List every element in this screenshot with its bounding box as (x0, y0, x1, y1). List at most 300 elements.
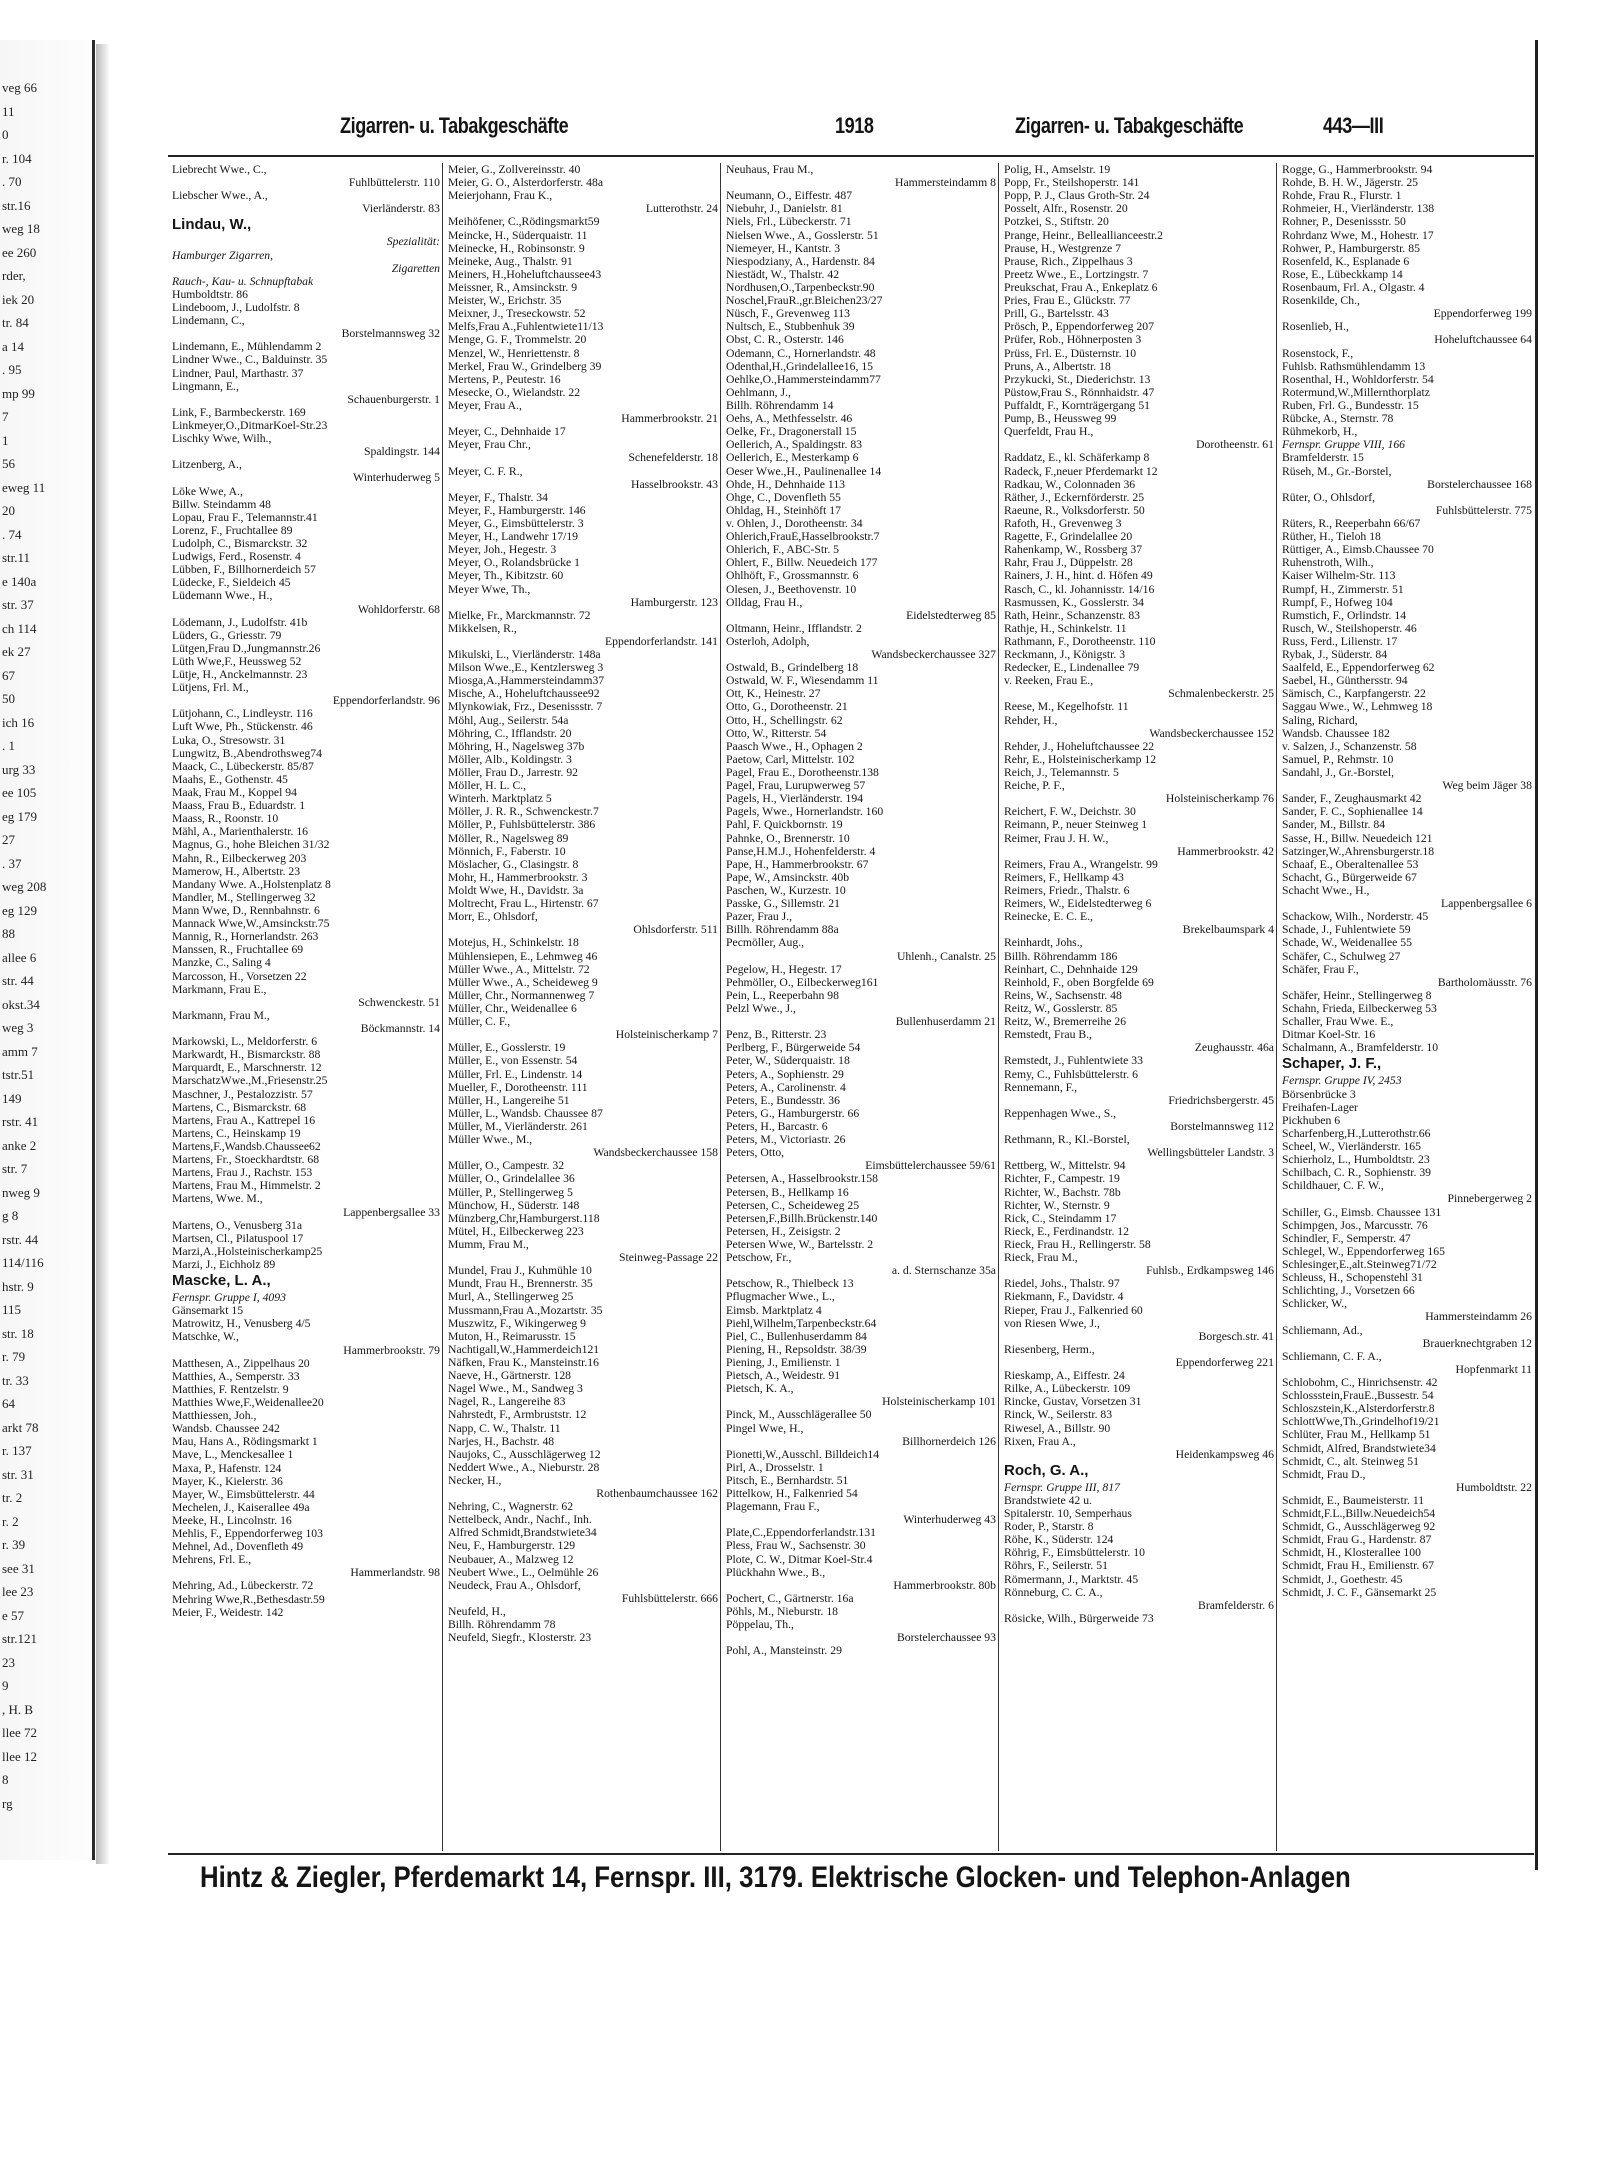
listing-entry: Paasch Wwe., H., Ophagen 2 (726, 739, 863, 753)
listing-entry: Nultsch, E., Stubbenhuk 39 (726, 320, 855, 334)
listing-entry: Billh. Röhrendamm 14 (726, 398, 834, 412)
listing-entry: Posselt, Alfr., Rosenstr. 20 (1004, 202, 1128, 216)
listing-entry: Borstelerchaussee 93 (897, 1631, 996, 1645)
listing-entry: Schmidt, J. C. F., Gänsemarkt 25 (1282, 1585, 1437, 1599)
listing-entry: Manssen, R., Fruchtallee 69 (172, 943, 304, 957)
listing-entry: Oehs, A., Methfesselstr. 46 (726, 412, 853, 426)
listing-entry: Pape, W., Amsinckstr. 40b (726, 870, 850, 884)
listing-entry: Peters, G., Hamburgerstr. 66 (726, 1106, 860, 1120)
listing-entry: Perlberg, F., Bürgerweide 54 (726, 1041, 861, 1055)
listing-entry: Müller, M., Vierländerstr. 261 (448, 1119, 588, 1133)
listing-entry: Rosenbaum, Frl. A., Olgastr. 4 (1282, 280, 1425, 294)
facing-page-fragment: 23 (2, 1654, 15, 1670)
listing-entry: Rafoth, H., Grevenweg 3 (1004, 516, 1122, 530)
listing-entry: Pionetti,W.,Ausschl. Billdeich14 (726, 1447, 880, 1461)
facing-page-fragment: str. 44 (2, 973, 34, 988)
listing-entry: Nagel, R., Langereihe 83 (448, 1395, 566, 1409)
listing-entry: Bullenhuserdamm 21 (895, 1015, 996, 1029)
facing-page-fragment: 20 (2, 503, 15, 518)
listing-entry: Nahrstedt, F., Armbruststr. 12 (448, 1408, 587, 1422)
listing-entry: Schacht Wwe., H., (1282, 884, 1370, 898)
listing-entry: Querfeldt, Frau H., (1004, 425, 1094, 439)
listing-entry: a. d. Sternschanze 35a (891, 1264, 996, 1278)
listing-entry: Lütjohann, C., Lindleystr. 116 (172, 707, 313, 721)
listing-entry: Pegelow, H., Hegestr. 17 (726, 962, 842, 976)
listing-entry: Neuhaus, Frau M., (726, 163, 814, 176)
directory-page (140, 75, 1580, 1894)
listing-entry: Schmidt, Alfred, Brandstwiete34 (1282, 1441, 1436, 1455)
listing-entry: Sämisch, C., Karpfangerstr. 22 (1282, 687, 1426, 701)
listing-entry: Lüdecke, F., Sieldeich 45 (172, 576, 291, 590)
listing-entry: Pape, H., Hammerbrookstr. 67 (726, 857, 869, 871)
listing-entry: Milson Wwe.,E., Kentzlersweg 3 (448, 661, 604, 675)
listing-entry: Wohldorferstr. 68 (357, 602, 440, 616)
listing-entry: Riekmann, F., Davidstr. 4 (1004, 1290, 1124, 1304)
listing-entry: Reinhart, C., Dehnhaide 129 (1004, 962, 1138, 976)
listing-entry: Muton, H., Reimarusstr. 15 (448, 1329, 576, 1343)
listing-entry: Müller, O., Campestr. 32 (448, 1159, 565, 1173)
listing-entry: Meyer, O., Rolandsbrücke 1 (448, 556, 580, 570)
listing-entry: Oltmann, Heinr., Ifflandstr. 2 (726, 621, 862, 635)
listing-entry: Mueller, F., Dorotheenstr. 111 (448, 1080, 588, 1094)
listing-entry: Reitz, W., Bremerreihe 26 (1004, 1015, 1127, 1029)
listing-entry: Lischky Wwe, Wilh., (172, 432, 272, 446)
listing-entry: Marzi,A.,Holsteinischerkamp25 (172, 1244, 323, 1258)
listing-entry: Pless, Frau W., Sachsenstr. 30 (726, 1539, 866, 1553)
listing-entry: Oellerich, E., Mesterkamp 6 (726, 451, 859, 465)
listing-entry: Billw. Steindamm 48 (172, 497, 271, 511)
listing-entry: Narjes, H., Bachstr. 48 (448, 1434, 555, 1448)
listing-entry: Neu, F., Hamburgerstr. 129 (448, 1539, 576, 1553)
listing-entry: Hammerbrookstr. 42 (1177, 844, 1274, 858)
listing-entry: Rincke, Gustav, Vorsetzen 31 (1004, 1395, 1142, 1409)
listing-entry: Rühmekorb, H., (1282, 425, 1358, 439)
listing-entry: Billh. Röhrendamm 88a (726, 923, 839, 937)
listing-entry: Preetz Wwe., E., Lortzingstr. 7 (1004, 267, 1149, 281)
page-gutter (96, 44, 110, 1864)
listing-entry: Rauch-, Kau- u. Schnupftabak (172, 274, 314, 288)
listing-entry: Reinhardt, Johs., (1004, 936, 1083, 950)
column-5 (1282, 163, 1532, 1599)
listing-entry: Prill, G., Bartelsstr. 43 (1004, 307, 1109, 321)
listing-entry: Pein, L., Reeperbahn 98 (726, 988, 839, 1002)
listing-entry: Rieck, Frau M., (1004, 1251, 1078, 1265)
facing-page-fragment: 149 (2, 1090, 22, 1106)
listing-entry: Pietsch, K. A., (726, 1382, 794, 1396)
facing-page-fragment: str. 7 (2, 1161, 28, 1176)
listing-entry: Prüfer, Rob., Höhnerposten 3 (1004, 333, 1142, 347)
listing-entry: Rüters, R., Reeperbahn 66/67 (1282, 516, 1421, 530)
listing-entry: Möhring, H., Nagelsweg 37b (448, 739, 585, 753)
listing-entry: Remy, C., Fuhlsbüttelerstr. 6 (1004, 1067, 1138, 1081)
listing-entry: Schackow, Wilh., Norderstr. 45 (1282, 910, 1429, 924)
facing-page-fragment: 9 (2, 1678, 9, 1693)
listing-entry: Matthiessen, Joh., (172, 1409, 257, 1423)
listing-entry: Otto, G., Dorotheenstr. 21 (726, 700, 848, 714)
listing-entry: Moltrecht, Frau L., Hirtenstr. 67 (448, 897, 599, 911)
listing-entry: Przykucki, St., Diederichstr. 13 (1004, 372, 1151, 386)
listing-entry: Mikulski, L., Vierländerstr. 148a (448, 648, 601, 662)
listing-entry: Naeve, H., Gärtnerstr. 128 (448, 1369, 572, 1383)
listing-entry: Schmidt, E., Baumeisterstr. 11 (1282, 1493, 1425, 1507)
listing-entry: Mau, Hans A., Rödingsmarkt 1 (172, 1435, 318, 1449)
listing-entry: Mähl, A., Marienthalerstr. 16 (172, 825, 309, 839)
listing-entry: Sasse, H., Billw. Neuedeich 121 (1282, 831, 1433, 845)
listing-entry: Börsenbrücke 3 (1282, 1087, 1356, 1101)
listing-entry: Matthesen, A., Zippelhaus 20 (172, 1356, 310, 1370)
listing-entry: Manzke, C., Saling 4 (172, 956, 271, 970)
listing-entry: Panse,H.M.J., Hohenfelderstr. 4 (726, 844, 876, 858)
listing-entry: Müller, P., Stellingerweg 5 (448, 1185, 573, 1199)
listing-entry: Rasch, C., kl. Johannisstr. 14/16 (1004, 582, 1155, 596)
listing-entry: Bramfelderstr. 15 (1282, 451, 1364, 465)
listing-entry: Mamerow, H., Albertstr. 23 (172, 864, 301, 878)
listing-entry: Pagel, Frau, Lurupwerweg 57 (726, 779, 866, 793)
listing-entry: Mayer, W., Eimsbüttelerstr. 44 (172, 1487, 315, 1501)
listing-entry: Eidelstedterweg 85 (906, 608, 996, 622)
listing-entry: Neumann, O., Eiffestr. 487 (726, 189, 853, 203)
listing-entry: Maass, Frau B., Eduardstr. 1 (172, 799, 306, 813)
listing-entry: Rosenlieb, H., (1282, 320, 1349, 334)
facing-page-fragment: llee 72 (2, 1725, 38, 1740)
listing-entry: Müller Wwe., A., Mittelstr. 72 (448, 962, 590, 976)
listing-entry: Rüther, H., Tieloh 18 (1282, 530, 1381, 544)
listing-entry: Röhrig, F., Eimsbüttelerstr. 10 (1004, 1546, 1145, 1560)
listing-entry: Schildhauer, C. F. W., (1282, 1179, 1384, 1193)
listing-entry: Lutterothstr. 24 (645, 202, 718, 216)
listing-entry: Wandsbeckerchaussee 327 (871, 648, 996, 662)
listing-entry: Rick, C., Steindamm 17 (1004, 1211, 1117, 1225)
listing-entry: Matschke, W., (172, 1330, 239, 1344)
listing-entry: Pazer, Frau J., (726, 910, 793, 924)
listing-entry: Meyer, G., Eimsbüttelerstr. 3 (448, 516, 584, 530)
listing-entry: Sandahl, J., Gr.-Borstel, (1282, 766, 1394, 780)
listing-entry: Reinecke, E. C. E., (1004, 910, 1093, 924)
listing-entry: Fernspr. Gruppe IV, 2453 (1282, 1074, 1402, 1088)
listing-entry: Röhrs, F., Seilerstr. 51 (1004, 1559, 1108, 1573)
listing-entry: Martens,F.,Wandsb.Chaussee62 (172, 1139, 321, 1153)
listing-entry: Meyer, Frau Chr., (448, 438, 531, 452)
listing-entry: Schlicker, W., (1282, 1297, 1348, 1311)
facing-page-fragment: urg 33 (2, 761, 36, 777)
facing-page-fragment: veg 66 (2, 80, 38, 95)
listing-entry: Billhornerdeich 126 (902, 1434, 996, 1448)
facing-page-fragment: rstr. 44 (2, 1231, 39, 1247)
listing-entry: Friedrichsbergerstr. 45 (1168, 1093, 1274, 1107)
listing-entry: Müller, O., Grindelallee 36 (448, 1172, 575, 1186)
listing-entry: Matthies Wwe,F.,Weidenallee20 (172, 1395, 324, 1409)
listing-entry: Mühlensiepen, E., Lehmweg 46 (448, 949, 598, 963)
listing-entry: Hasselbrookstr. 43 (631, 477, 718, 491)
listing-entry: Riedel, Johs., Thalstr. 97 (1004, 1277, 1120, 1291)
listing-entry: Peters, E., Bundesstr. 36 (726, 1093, 840, 1107)
listing-entry: Schlossstein,FrauE.,Bussestr. 54 (1282, 1389, 1434, 1403)
listing-entry: Meeke, H., Lincolnstr. 16 (172, 1513, 292, 1527)
listing-entry: Mascke, L. A., (172, 1272, 271, 1290)
facing-page-fragment: eweg 11 (2, 479, 46, 495)
listing-entry: Fuhlsbüttelerstr. 775 (1435, 503, 1532, 517)
listing-entry: Röhe, K., Süderstr. 124 (1004, 1533, 1114, 1547)
listing-entry: Rehr, E., Holsteinischerkamp 12 (1004, 752, 1157, 766)
column-divider (998, 163, 999, 1851)
listing-entry: Weg beim Jäger 38 (1442, 779, 1532, 793)
listing-entry: Maxa, P., Hafenstr. 124 (172, 1461, 282, 1475)
listing-entry: Roch, G. A., (1004, 1461, 1089, 1479)
listing-entry: Oeser Wwe.,H., Paulinenallee 14 (726, 464, 882, 478)
listing-entry: Rosenkilde, Ch., (1282, 294, 1360, 308)
listing-entry: Matrowitz, H., Venusberg 4/5 (172, 1317, 311, 1331)
listing-entry: Plagemann, Frau F., (726, 1500, 820, 1514)
listing-entry: Rohde, Frau R., Flurstr. 1 (1282, 189, 1402, 203)
column-divider (1276, 163, 1277, 1851)
listing-entry: Petschow, Fr., (726, 1251, 792, 1265)
listing-entry: Marcosson, H., Vorsetzen 22 (172, 969, 307, 983)
listing-entry: Pittelkow, H., Falkenried 54 (726, 1487, 858, 1501)
listing-entry: Winterhuderweg 5 (353, 471, 440, 485)
facing-page-fragment: str. 37 (2, 597, 34, 612)
listing-entry: Eppendorferlandstr. 96 (332, 694, 440, 708)
facing-page-fragment: a 14 (2, 338, 25, 354)
listing-entry: Oehlke,O.,Hammersteindamm77 (726, 372, 881, 386)
listing-entry: Rönneburg, C. C. A., (1004, 1585, 1103, 1599)
listing-entry: von Riesen Wwe, J., (1004, 1316, 1100, 1330)
header-right-title: Zigarren- u. Tabakgeschäfte (1015, 113, 1244, 138)
listing-entry: Maahs, E., Gothenstr. 45 (172, 772, 288, 786)
listing-entry: Markwardt, H., Bismarckstr. 88 (172, 1048, 321, 1062)
listing-entry: Riesenberg, Herm., (1004, 1342, 1095, 1356)
listing-entry: Morr, E., Ohlsdorf, (448, 910, 538, 924)
listing-entry: Mahn, R., Eilbeckerweg 203 (172, 851, 307, 865)
facing-page-fragment: e 140a (2, 573, 37, 589)
listing-entry: Schliemann, Ad., (1282, 1323, 1363, 1337)
listing-entry: Sander, M., Billstr. 84 (1282, 818, 1386, 832)
listing-entry: Nordhusen,O.,Tarpenbeckstr.90 (726, 280, 875, 294)
listing-entry: Schliemann, C. F. A., (1282, 1349, 1382, 1363)
listing-entry: Lindner, Paul, Marthastr. 37 (172, 366, 304, 380)
listing-entry: Peter, W., Süderquaistr. 18 (726, 1054, 850, 1068)
listing-entry: Niespodziany, A., Hardenstr. 84 (726, 254, 875, 268)
listing-entry: Martens, Frau J., Rachstr. 153 (172, 1166, 313, 1180)
listing-entry: Prause, H., Westgrenze 7 (1004, 241, 1121, 255)
listing-entry: Reimers, Frau A., Wrangelstr. 99 (1004, 857, 1158, 871)
listing-columns (168, 163, 1534, 1853)
listing-entry: Lübben, F., Billhornerdeich 57 (172, 563, 316, 577)
listing-entry: Rybak, J., Süderstr. 84 (1282, 648, 1388, 662)
listing-entry: Mehring Wwe,R.,Bethesdastr.59 (172, 1592, 325, 1606)
listing-entry: Radeck, F.,neuer Pferdemarkt 12 (1004, 464, 1158, 478)
listing-entry: Pinnebergerweg 2 (1447, 1192, 1532, 1206)
listing-entry: Schierholz, L., Humboldtstr. 23 (1282, 1153, 1430, 1167)
listing-entry: Napp, C. W., Thalstr. 11 (448, 1421, 561, 1435)
listing-entry: Römermann, J., Marktstr. 45 (1004, 1572, 1139, 1586)
listing-entry: Reimer, Frau J. H. W., (1004, 831, 1109, 845)
listing-entry: Ott, K., Heinestr. 27 (726, 687, 821, 701)
listing-entry: Neufeld, Siegfr., Klosterstr. 23 (448, 1631, 592, 1645)
listing-entry: Fernspr. Gruppe I, 4093 (172, 1291, 286, 1305)
listing-entry: Mave, L., Menckesallee 1 (172, 1448, 294, 1462)
listing-entry: Mandler, M., Stellingerweg 32 (172, 890, 316, 904)
listing-entry: Neubauer, A., Malzweg 12 (448, 1552, 574, 1566)
listing-entry: Schleuss, H., Schopenstehl 31 (1282, 1271, 1423, 1285)
facing-page-fragment: 11 (2, 103, 15, 119)
listing-entry: Lopau, Frau F., Telemannstr.41 (172, 510, 318, 524)
column-1 (172, 163, 440, 1619)
listing-entry: Mundel, Frau J., Kuhmühle 10 (448, 1264, 592, 1278)
facing-page-fragment: 0 (2, 127, 9, 142)
listing-entry: Mikkelsen, R., (448, 621, 517, 635)
listing-entry: Reimers, W., Eidelstedterweg 6 (1004, 897, 1152, 911)
listing-entry: Pietsch, A., Weidestr. 91 (726, 1369, 841, 1383)
header-left-title: Zigarren- u. Tabakgeschäfte (340, 113, 569, 138)
listing-entry: Pahnke, O., Brennerstr. 10 (726, 831, 850, 845)
facing-page-fragment: . 74 (2, 526, 22, 542)
listing-entry: Lüders, G., Griesstr. 79 (172, 628, 282, 642)
listing-entry: Meyer, F., Thalstr. 34 (448, 490, 548, 504)
listing-entry: Müller, E., Gosslerstr. 19 (448, 1041, 566, 1055)
listing-entry: Scharfenberg,H.,Lutterothstr.66 (1282, 1126, 1431, 1140)
facing-page-fragment: 1 (2, 432, 9, 448)
listing-entry: Borstelmannsweg 112 (1170, 1119, 1274, 1133)
listing-entry: Preukschat, Frau A., Enkeplatz 6 (1004, 280, 1158, 294)
listing-entry: Schindler, F., Semperstr. 47 (1282, 1231, 1411, 1245)
listing-entry: Rinck, W., Seilerstr. 83 (1004, 1408, 1113, 1422)
facing-page-fragment: arkt 78 (2, 1419, 39, 1435)
listing-entry: Meyer, F., Hamburgerstr. 146 (448, 503, 586, 517)
listing-entry: Olldag, Frau H., (726, 595, 803, 609)
listing-entry: Nehring, C., Wagnerstr. 62 (448, 1500, 574, 1514)
listing-entry: Obst, C. R., Osterstr. 146 (726, 333, 844, 347)
listing-entry: Böckmannstr. 14 (360, 1022, 440, 1035)
listing-entry: Nettelbeck, Andr., Nachf., Inh. (448, 1513, 592, 1527)
listing-entry: Rieck, Frau H., Rellingerstr. 58 (1004, 1237, 1151, 1251)
facing-page-fragment: llee 12 (2, 1748, 38, 1764)
listing-entry: Rumpf, H., Zimmerstr. 51 (1282, 582, 1404, 596)
listing-entry: v. Salzen, J., Schanzenstr. 58 (1282, 739, 1417, 753)
listing-entry: Pelzl Wwe., J., (726, 1002, 796, 1015)
listing-entry: Müller, E., von Essenstr. 54 (448, 1054, 578, 1068)
facing-page-fragment: . 95 (2, 362, 22, 377)
listing-entry: Maass, R., Roonstr. 10 (172, 812, 279, 826)
listing-entry: Remstedt, Frau B., (1004, 1028, 1092, 1042)
listing-entry: Reinhold, F., oben Borgfelde 69 (1004, 975, 1154, 989)
listing-entry: Osterloh, Adolph, (726, 634, 810, 648)
listing-entry: Lindner Wwe., C., Balduinstr. 35 (172, 353, 328, 367)
listing-entry: Mehlis, F., Eppendorferweg 103 (172, 1527, 323, 1541)
listing-entry: Rilke, A., Lübeckerstr. 109 (1004, 1382, 1131, 1396)
listing-entry: Möller, J. R. R., Schwenckestr.7 (448, 805, 599, 819)
listing-entry: Nagel Wwe., M., Sandweg 3 (448, 1382, 583, 1396)
facing-page-fragment: 7 (2, 409, 9, 424)
listing-entry: Otto, W., Ritterstr. 54 (726, 726, 827, 740)
listing-entry: Scheel, W., Vierländerstr. 165 (1282, 1139, 1421, 1153)
advertisement-footer: Hintz & Ziegler, Pferdemarkt 14, Fernspr. III, 3179. Elektrische Glocken- und Telephon-Anlagen (200, 1861, 1351, 1894)
listing-entry: Humboldtstr. 22 (1456, 1480, 1532, 1494)
listing-entry: Mechelen, J., Kaiserallee 49a (172, 1500, 310, 1514)
listing-entry: Merkel, Frau W., Grindelberg 39 (448, 359, 602, 373)
listing-entry: Raddatz, E., kl. Schäferkamp 8 (1004, 451, 1150, 465)
listing-entry: Mohr, H., Hammerbrookstr. 3 (448, 870, 588, 884)
listing-entry: Menzel, W., Henriettenstr. 8 (448, 346, 580, 360)
listing-entry: Liebscher Wwe., A., (172, 189, 268, 203)
listing-entry: Markmann, Frau E., (172, 982, 267, 996)
listing-entry: Meyer, C., Dehnhaide 17 (448, 425, 566, 439)
listing-entry: Rüter, O., Ohlsdorf, (1282, 490, 1376, 504)
listing-entry: Peters, Otto, (726, 1146, 785, 1160)
footer-rule (168, 1853, 1534, 1855)
listing-entry: Schloszstein,K.,Alsterdorferstr.8 (1282, 1402, 1435, 1416)
facing-page-fragment: . 37 (2, 855, 22, 871)
listing-entry: Plate,C.,Eppendorferlandstr.131 (726, 1526, 876, 1540)
listing-entry: Pecmöller, Aug., (726, 936, 805, 950)
listing-entry: Rogge, G., Hammerbrookstr. 94 (1282, 163, 1433, 176)
listing-entry: Meier, F., Weidestr. 142 (172, 1605, 284, 1619)
listing-entry: Petersen, B., Hellkamp 16 (726, 1185, 849, 1199)
listing-entry: Holsteinischerkamp 7 (615, 1028, 718, 1042)
facing-page-fragment: str.121 (2, 1631, 38, 1646)
listing-entry: Bramfelderstr. 6 (1198, 1598, 1274, 1612)
listing-entry: Rotermund,W.,Millernthorplatz (1282, 385, 1430, 399)
listing-entry: Schlichting, J., Vorsetzen 66 (1282, 1284, 1415, 1298)
header-year: 1918 (835, 113, 874, 138)
listing-entry: Schimpgen, Jos., Marcusstr. 76 (1282, 1218, 1428, 1232)
listing-entry: Odemann, C., Hornerlandstr. 48 (726, 346, 876, 360)
listing-entry: Müller, L., Wandsb. Chaussee 87 (448, 1106, 603, 1120)
listing-entry: Mundt, Frau H., Brennerstr. 35 (448, 1277, 593, 1291)
listing-entry: Ragette, F., Grindelallee 20 (1004, 530, 1133, 544)
listing-entry: Reich, J., Telemannstr. 5 (1004, 766, 1119, 780)
listing-entry: Piening, J., Emilienstr. 1 (726, 1355, 841, 1369)
listing-entry: Murl, A., Stellingerweg 25 (448, 1290, 574, 1304)
listing-entry: Hamburger Zigarren, (172, 248, 274, 262)
listing-entry: Möller, Frau D., Jarrestr. 92 (448, 766, 579, 780)
listing-entry: Schlüter, Frau M., Hellkamp 51 (1282, 1428, 1431, 1442)
listing-entry: Lindau, W., (172, 216, 252, 234)
listing-entry: Brauerknechtgraben 12 (1422, 1336, 1532, 1350)
listing-entry: Richter, W., Bachstr. 78b (1004, 1185, 1121, 1199)
listing-entry: Rathje, H., Schinkelstr. 11 (1004, 621, 1127, 635)
listing-entry: Meineke, Aug., Thalstr. 91 (448, 254, 573, 268)
listing-entry: Paetow, Carl, Mittelstr. 102 (726, 752, 855, 766)
listing-entry: Ohde, H., Dehnhaide 113 (726, 477, 846, 491)
listing-entry: Schmidt, Frau H., Emilienstr. 67 (1282, 1559, 1434, 1573)
listing-entry: Plückhahn Wwe., B., (726, 1565, 826, 1579)
facing-page-fragment: g 8 (2, 1208, 19, 1223)
listing-entry: Mehring, Ad., Lübeckerstr. 72 (172, 1579, 314, 1593)
listing-entry: Link, F., Barmbeckerstr. 169 (172, 405, 306, 419)
listing-entry: Rath, Heinr., Schanzenstr. 83 (1004, 608, 1141, 622)
listing-entry: Mlynkowiak, Frz., Desenissstr. 7 (448, 700, 603, 714)
facing-page-fragment: ich 16 (2, 714, 35, 730)
listing-entry: Oellerich, A., Spaldingstr. 83 (726, 438, 863, 452)
listing-entry: Schenefelderstr. 18 (628, 451, 718, 465)
listing-entry: Schwenckestr. 51 (358, 995, 440, 1009)
listing-entry: Rumpf, F., Hofweg 104 (1282, 595, 1393, 609)
listing-entry: Rennemann, F., (1004, 1080, 1078, 1094)
listing-entry: Möslacher, G., Clasingstr. 8 (448, 857, 579, 871)
listing-entry: Brandstwiete 42 u. (1004, 1493, 1092, 1507)
facing-page-fragment: ek 27 (2, 644, 31, 659)
listing-entry: Rüseh, M., Gr.-Borstel, (1282, 464, 1392, 478)
listing-entry: Lindemann, C., (172, 314, 245, 328)
listing-entry: Münchow, H., Süderstr. 148 (448, 1198, 580, 1212)
listing-entry: Hammerbrookstr. 79 (343, 1343, 440, 1357)
listing-entry: Ludwigs, Ferd., Rosenstr. 4 (172, 550, 301, 564)
listing-entry: v. Reeken, Frau E., (1004, 674, 1094, 688)
listing-entry: Neufeld, H., (448, 1605, 506, 1619)
facing-page-fragment: 115 (2, 1302, 22, 1317)
facing-page-fragment: str. 18 (2, 1325, 34, 1341)
listing-entry: Rehder, J., Hoheluftchaussee 22 (1004, 739, 1155, 753)
